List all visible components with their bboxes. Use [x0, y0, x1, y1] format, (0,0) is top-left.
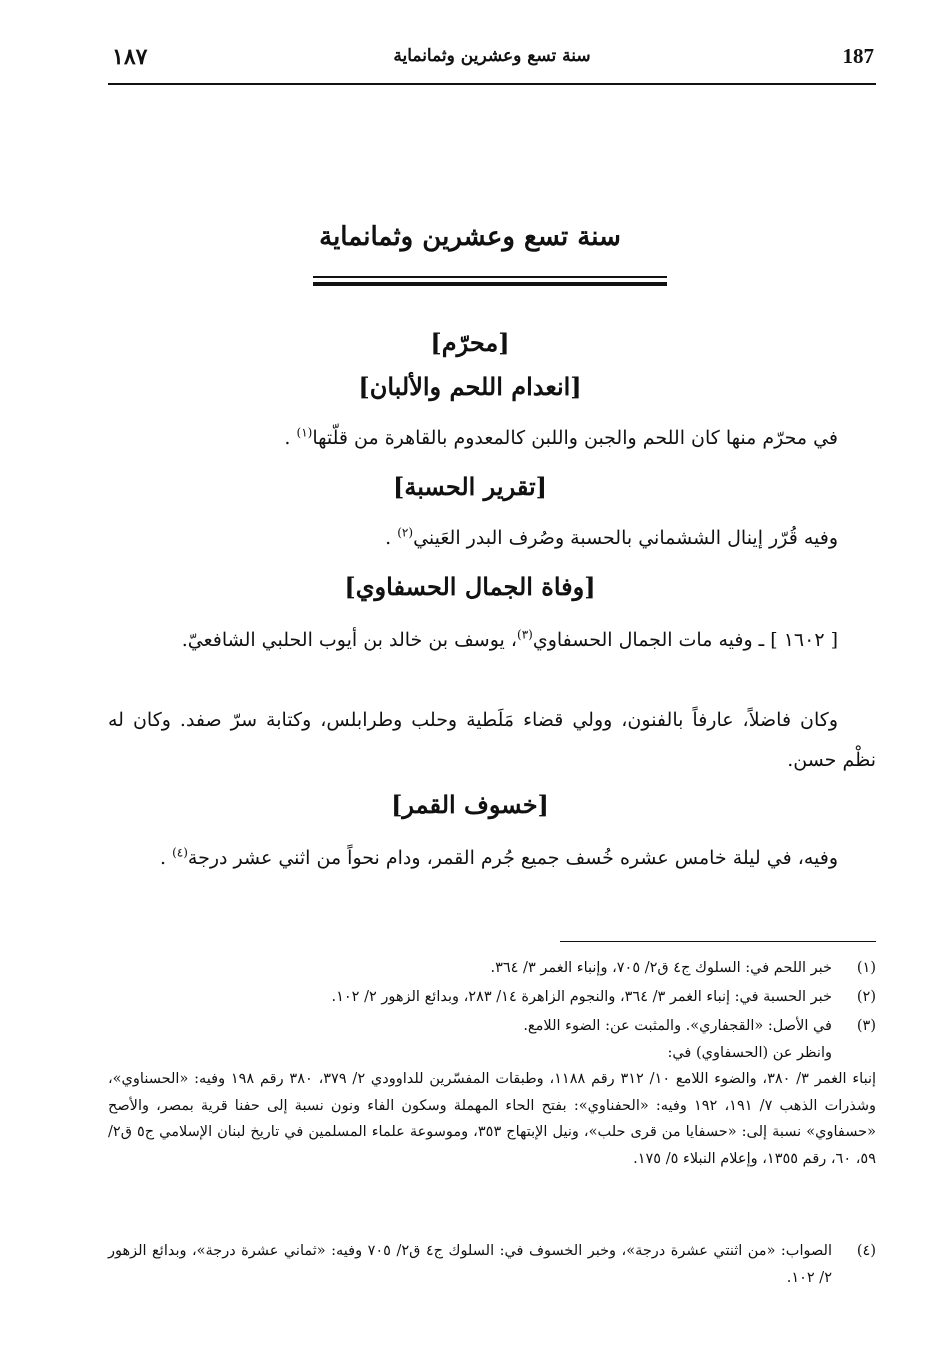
- paragraph-end: .: [385, 527, 398, 549]
- paragraph-text: وفيه، في ليلة خامس عشره خُسف جميع جُرم القمر، ودام نحواً من اثني عشر درجة: [187, 847, 838, 869]
- footnote-ref: (٣): [517, 627, 533, 642]
- footnote-1: [108, 955, 876, 982]
- footnote-ref: (٢): [397, 525, 414, 540]
- footnote-4: [108, 1238, 876, 1291]
- footnote-text-line-2: وانظر عن (الحسفاوي) في:: [667, 1044, 832, 1061]
- heading-eclipse: [خسوف القمر]: [391, 790, 549, 819]
- paragraph-text: في محرّم منها كان اللحم والجبن واللبن كالمعدوم بالقاهرة من قلّتها: [312, 427, 838, 449]
- footnote-2: [108, 984, 876, 1011]
- paragraph-end: .: [284, 427, 297, 449]
- header-rule: [108, 83, 876, 85]
- heading-muharram: [محرّم]: [430, 328, 510, 357]
- footnote-text: الصواب: «من اثنتي عشرة درجة»، وخبر الخسوف في: السلوك ج٤ ق٢/ ٧٠٥ وفيه: «ثماني عشرة درجة»، وبدائع الزهور ٢/ ١٠٢.: [108, 1243, 832, 1286]
- paragraph-end: .: [159, 847, 173, 869]
- paragraph-text-continued: ، يوسف بن خالد بن أيوب الحلبي الشافعيّ.: [181, 629, 517, 651]
- heading-hisba: [تقرير الحسبة]: [392, 472, 548, 501]
- footnote-number: (٣): [856, 1018, 876, 1034]
- footnote-3: [108, 1013, 876, 1172]
- footnote-ref: (٤): [172, 845, 188, 860]
- paragraph-hisba: [108, 518, 876, 558]
- footnote-number: (١): [856, 960, 876, 976]
- paragraph-husfawi-bio: وكان فاضلاً، عارفاً بالفنون، وولي قضاء مَلَطية وحلب وطرابلس، وكتابة سرّ صفد. وكان له نظْم حسن.: [108, 709, 876, 771]
- paragraph-lack-of-meat: [108, 418, 876, 458]
- heading-lack-of-meat: [انعدام اللحم والألبان]: [358, 372, 582, 401]
- paragraph-husfawi: [108, 620, 876, 660]
- page-number-latin: 187: [842, 44, 874, 68]
- footnote-number: (٢): [856, 989, 876, 1005]
- footnote-rule: [560, 941, 876, 942]
- footnote-text: خبر اللحم في: السلوك ج٤ ق٢/ ٧٠٥، وإنباء الغمر ٣/ ٣٦٤.: [490, 960, 832, 976]
- paragraph-eclipse: [108, 838, 876, 878]
- page-number-arabic: ١٨٧: [112, 44, 148, 70]
- footnote-text: في الأصل: «القجفاري». والمثبت عن: الضوء اللامع.: [523, 1018, 832, 1034]
- running-header: [108, 38, 876, 84]
- footnote-text-sources: إنباء الغمر ٣/ ٣٨٠، والضوء اللامع ١٠/ ٣١٢ رقم ١١٨٨، وطبقات المفسّرين للداوودي ٢/ ٣٧٩، ٣٨٠ رقم ١٩٨ وفيه: «الحسناوي»، وشذرات الذهب ٧/ ١٩١، ١٩٢ وفيه: «الحفناوي»: بفتح الحاء المهملة وسكون الفاء ونون نسبة إلى حفنا قرية بمصر، والأصح «حسفاوي» نسبة إلى: «حسفايا من قرى حلب»، ونيل الإبتهاج ٣٥٣، وموسوعة علماء المسلمين في تاريخ لبنان الإسلامي ج٥ ق٢/ ٥٩، ٦٠، رقم ١٣٥٥، وإعلام النبلاء ٥/ ١٧٥.: [108, 1071, 877, 1167]
- title-rule-thick: [313, 282, 667, 286]
- footnote-text: خبر الحسبة في: إنباء الغمر ٣/ ٣٦٤، والنجوم الزاهرة ١٤/ ٢٨٣، وبدائع الزهور ٢/ ١٠٢.: [331, 989, 832, 1005]
- footnote-ref: (١): [296, 425, 313, 440]
- chapter-title: سنة تسع وعشرين وثمانماية: [319, 222, 621, 252]
- paragraph-text: [ ١٦٠٢ ] ـ وفيه مات الجمال الحسفاوي: [532, 629, 838, 651]
- heading-husfawi: [وفاة الجمال الحسفاوي]: [344, 572, 596, 601]
- paragraph-text: وفيه قُرّر إينال الششماني بالحسبة وصُرف البدر العَيني: [413, 527, 838, 549]
- running-title: سنة تسع وعشرين وثمانماية: [393, 46, 591, 66]
- title-rule-thin: [313, 276, 667, 278]
- footnote-number: (٤): [856, 1243, 876, 1259]
